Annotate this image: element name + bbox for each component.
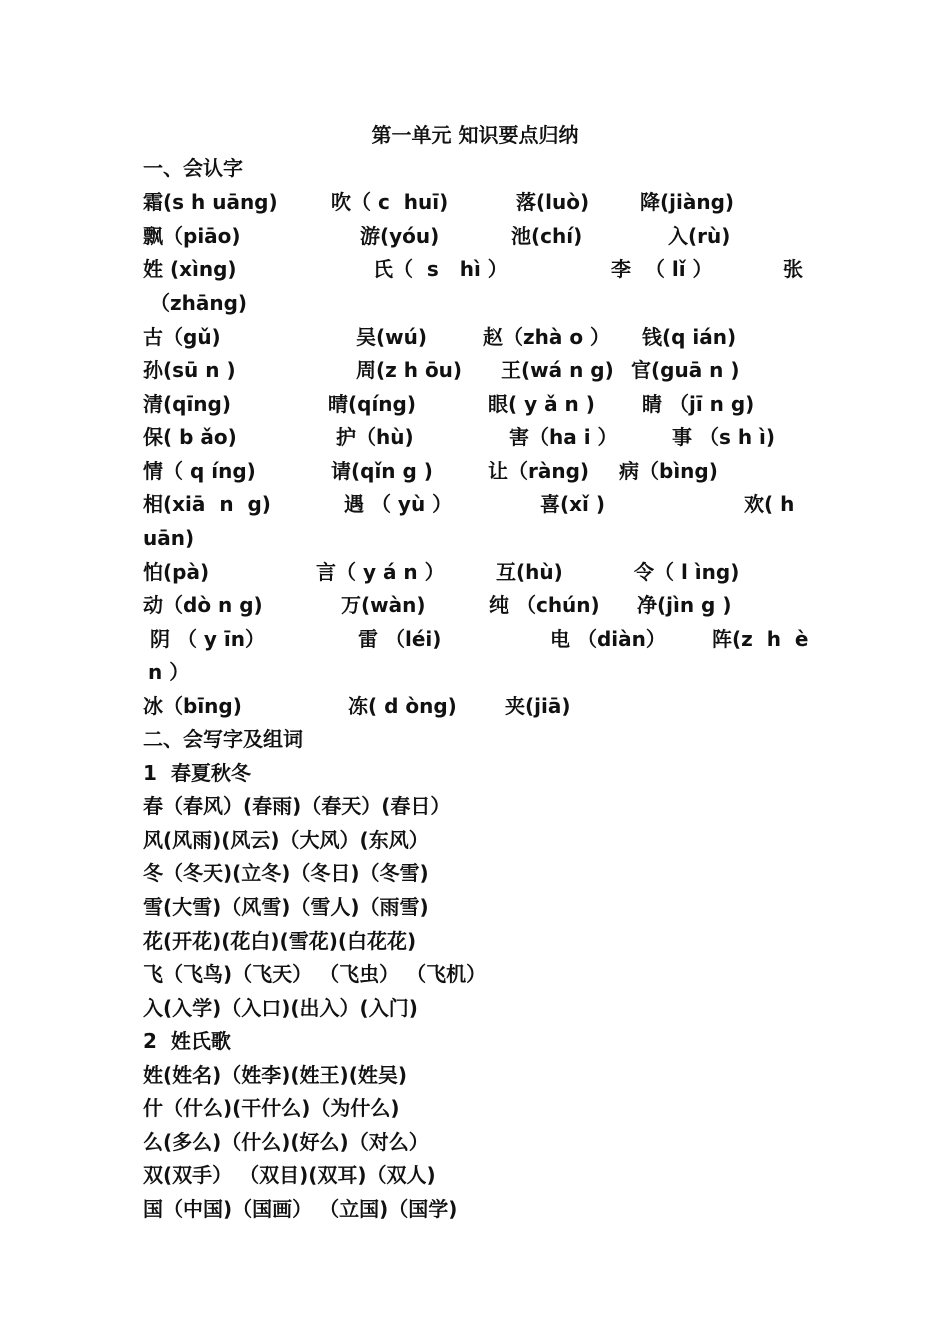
- char-entry: 降(jiàng): [640, 190, 735, 214]
- char-entry: 飘（piāo): [143, 224, 241, 248]
- char-entry: 令（ l ìng): [634, 560, 740, 584]
- char-row: [143, 689, 813, 723]
- char-row: [143, 252, 813, 286]
- word-line: 花(开花)(花白)(雪花)(白花花): [143, 929, 417, 953]
- char-entry: 言（ y á n ）: [316, 560, 445, 584]
- char-entry: 夹(jiā): [505, 694, 571, 718]
- word-line: 双(双手） （双目)(双耳)（双人): [143, 1163, 436, 1187]
- char-entry: 姓 (xìng): [143, 257, 237, 281]
- char-entry: 周(z h ōu): [356, 358, 463, 382]
- char-row-continuation: uān): [143, 526, 195, 550]
- char-row: [143, 185, 813, 219]
- char-entry: 冻( d òng): [348, 694, 457, 718]
- word-line: 雪(大雪)（风雪)（雪人)（雨雪): [143, 895, 429, 919]
- word-line: 冬（冬天)(立冬)（冬日)（冬雪): [143, 861, 429, 885]
- word-line: 么(多么)（什么)(好么)（对么）: [143, 1130, 429, 1154]
- char-entry: 万(wàn): [341, 593, 426, 617]
- char-entry: 情（ q íng): [143, 459, 256, 483]
- word-line: 入(入学)（入口)(出入）(入门): [143, 996, 418, 1020]
- char-entry: 赵（zhà o ）: [483, 325, 611, 349]
- char-entry: 吹（ c huī): [331, 190, 449, 214]
- word-line: 春（春风）(春雨)（春天）(春日）: [143, 794, 451, 818]
- char-entry: 氏（ s hì ）: [373, 257, 508, 281]
- char-row: [143, 588, 813, 622]
- char-entry: 游(yóu): [360, 224, 440, 248]
- char-entry: 害（ha i ）: [509, 425, 618, 449]
- char-entry: 眼( y ǎ n ): [488, 392, 595, 416]
- lesson-title: 2 姓氏歌: [143, 1029, 231, 1053]
- char-entry: 雷 （léi): [358, 627, 442, 651]
- char-entry: 阵(z h è: [712, 627, 809, 651]
- char-entry: 相(xiā n g): [143, 492, 271, 516]
- char-entry: 吴(wú): [356, 325, 427, 349]
- char-entry: 动（dò n g): [143, 593, 263, 617]
- char-entry: 落(luò): [516, 190, 590, 214]
- char-entry: 纯 （chún): [489, 593, 600, 617]
- char-entry: 池(chí): [511, 224, 583, 248]
- char-entry: 孙(sū n ): [143, 358, 236, 382]
- char-entry: 古（gǔ): [143, 325, 221, 349]
- char-entry: 请(qǐn g ): [331, 459, 433, 483]
- char-row: [143, 219, 813, 253]
- section-heading-write: 二、会写字及组词: [143, 727, 303, 751]
- char-row-continuation: n ）: [148, 660, 190, 684]
- word-line: 风(风雨)(风云)（大风）(东风）: [143, 828, 429, 852]
- char-entry: 电 （diàn）: [550, 627, 666, 651]
- char-entry: 怕(pà): [143, 560, 210, 584]
- char-entry: 晴(qíng): [328, 392, 417, 416]
- char-entry: 病（bìng): [619, 459, 718, 483]
- char-entry: 喜(xǐ ): [540, 492, 605, 516]
- char-entry: 李 （ lǐ ）: [611, 257, 713, 281]
- char-entry: 张: [783, 257, 803, 281]
- char-entry: 清(qīng): [143, 392, 232, 416]
- char-entry: 互(hù): [496, 560, 563, 584]
- char-entry: 钱(q ián): [642, 325, 737, 349]
- page-title: 第一单元 知识要点归纳: [371, 123, 579, 147]
- section-heading-recognize: 一、会认字: [143, 156, 243, 180]
- char-row: [143, 487, 813, 521]
- word-line: 飞（飞鸟)（飞天） （飞虫） （飞机）: [143, 962, 487, 986]
- char-entry: 净(jìn g ): [637, 593, 732, 617]
- char-entry: 事 （s h ì): [672, 425, 776, 449]
- char-entry: 欢( h: [744, 492, 795, 516]
- char-row: [143, 555, 813, 589]
- char-row: [143, 353, 813, 387]
- char-row: [143, 387, 813, 421]
- word-line: 什（什么)(干什么)（为什么): [143, 1096, 400, 1120]
- char-entry: 霜(s h uāng): [143, 190, 278, 214]
- word-line: 姓(姓名)（姓李)(姓王)(姓吴): [143, 1063, 407, 1087]
- char-entry: 冰（bīng): [143, 694, 242, 718]
- char-row: [143, 420, 813, 454]
- char-entry: 护（hù): [336, 425, 414, 449]
- char-entry: 阴 （ y īn）: [150, 627, 266, 651]
- char-entry: 王(wá n g): [501, 358, 614, 382]
- char-entry: 入(rù): [668, 224, 731, 248]
- char-entry: 官(guā n ): [631, 358, 740, 382]
- char-entry: 遇 （ yù ）: [344, 492, 453, 516]
- word-line: 国（中国)（国画） （立国)（国学): [143, 1197, 458, 1221]
- char-entry: 睛 （jī n g): [642, 392, 755, 416]
- char-row-continuation: （zhāng): [150, 291, 248, 315]
- char-entry: 让（ràng): [488, 459, 590, 483]
- char-row: [143, 622, 813, 656]
- lesson-title: 1 春夏秋冬: [143, 761, 251, 785]
- char-row: [143, 454, 813, 488]
- char-entry: 保( b ǎo): [143, 425, 237, 449]
- char-row: [143, 320, 813, 354]
